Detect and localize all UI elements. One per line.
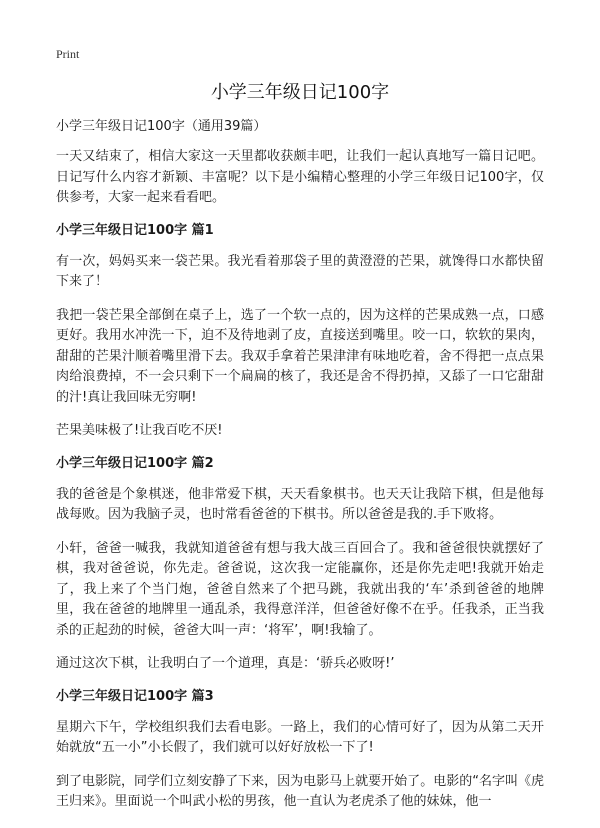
section-paragraph: 到了电影院，同学们立刻安静了下来，因为电影马上就要开始了。电影的“名字叫《虎王归来》。里面说一个叫武小松的男孩，他一直认为老虎杀了他的妹妹，他一 [56, 773, 544, 809]
section-paragraph: 星期六下午，学校组织我们去看电影。一路上，我们的心情可好了，因为从第二天开始就放“五一小”小长假了，我们就可以好好放松一下了! [56, 719, 544, 755]
section-title: 小学三年级日记100字 篇3 [56, 688, 214, 704]
section-title: 小学三年级日记100字 篇2 [56, 455, 214, 471]
section-3 [56, 688, 544, 813]
section-paragraph: 芒果美味极了!让我百吃不厌! [56, 423, 223, 438]
section-paragraph: 我的爸爸是个象棋迷，他非常爱下棋，天天看象棋书。也天天让我陪下棋，但是他每战每败。因为我脑子灵，也时常看爸爸的下棋书。所以爸爸是我的.手下败将。 [56, 486, 544, 522]
document-title: 小学三年级日记100字 [210, 82, 390, 103]
document-subtitle: 小学三年级日记100字（通用39篇） [56, 119, 267, 134]
section-1 [56, 222, 544, 442]
section-paragraph: 小轩，爸爸一喊我，我就知道爸爸有想与我大战三百回合了。我和爸爸很快就摆好了棋，我对爸爸说，你先走。爸爸说，这次我一定能赢你，还是你先走吧!我就开始走了，我上来了个当门炮，爸爸自然来了个把马跳，我就出我的‘车’杀到爸爸的地牌里，我在爸爸的地牌里一通乱杀，我得意洋洋，但爸爸好像不在乎。任我杀，正当我杀的正起劲的时候，爸爸大叫一声：‘将军’，啊!我输了。 [56, 540, 544, 638]
section-title: 小学三年级日记100字 篇1 [56, 222, 214, 238]
section-paragraph: 有一次，妈妈买来一袋芒果。我光看着那袋子里的黄澄澄的芒果，就馋得口水都快留下来了！ [56, 253, 544, 289]
intro-paragraph: 一天又结束了，相信大家这一天里都收获颇丰吧，让我们一起认真地写一篇日记吧。日记写什么内容才新颖、丰富呢？以下是小编精心整理的小学三年级日记100字，仅供参考，大家一起来看看吧。 [56, 149, 544, 205]
document-content [56, 118, 544, 826]
section-paragraph: 我把一袋芒果全部倒在桌子上，选了一个软一点的，因为这样的芒果成熟一点，口感更好。我用水冲洗一下，迫不及待地剥了皮，直接送到嘴里。咬一口，软软的果肉，甜甜的芒果汁顺着嘴里滑下去。我双手拿着芒果津津有味地吃着，舍不得把一点点果肉给浪费掉，不一会只剩下一个扁扁的核了，我还是舍不得扔掉，又舔了一口它甜甜的汁!真让我回味无穷啊! [56, 307, 544, 405]
section-paragraph: 通过这次下棋，让我明白了一个道理，真是：‘骄兵必败呀!’ [56, 656, 395, 671]
section-2 [56, 455, 544, 675]
print-link[interactable]: Print [56, 47, 80, 61]
